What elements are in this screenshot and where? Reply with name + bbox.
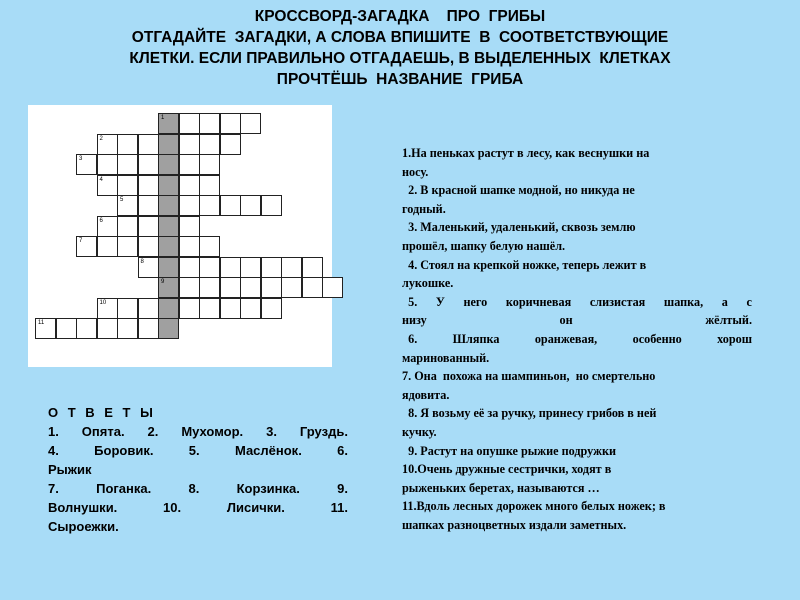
clue-text: ядовита. — [402, 387, 450, 402]
answers-header: О Т В Е Т Ы — [48, 405, 156, 420]
clue-line — [402, 330, 752, 349]
clue-line — [402, 256, 752, 275]
clue-number: 5 — [120, 197, 124, 203]
clue-text: 3. Маленький, удаленький, сквозь землю — [402, 220, 636, 235]
crossword-cell[interactable] — [179, 134, 200, 155]
crossword-cell[interactable] — [240, 195, 261, 216]
clue-line — [402, 200, 752, 219]
crossword-cell[interactable] — [179, 257, 200, 278]
crossword-cell[interactable] — [220, 134, 241, 155]
crossword-cell[interactable] — [199, 257, 220, 278]
clue-line — [402, 460, 752, 479]
clue-word: шапка, — [663, 294, 704, 309]
clue-number: 7 — [79, 238, 83, 244]
clue-number: 10 — [99, 299, 107, 306]
crossword-cell[interactable] — [138, 175, 159, 196]
crossword-cell[interactable] — [97, 134, 118, 155]
clue-text: 4. Стоял на крепкой ножке, теперь лежит в — [402, 257, 647, 272]
crossword-cell[interactable] — [117, 175, 138, 196]
crossword-cell-highlighted[interactable] — [158, 134, 179, 155]
crossword-cell[interactable] — [117, 134, 138, 155]
crossword-cell[interactable] — [179, 113, 200, 134]
crossword-cell[interactable] — [117, 318, 138, 339]
crossword-cell[interactable] — [199, 134, 220, 155]
clue-number: 4 — [99, 176, 103, 183]
answer-word: Груздь. — [299, 424, 348, 439]
answer-word: 6. — [337, 443, 348, 458]
answer-word: Мухомор. — [181, 424, 244, 439]
title-line: КЛЕТКИ. ЕСЛИ ПРАВИЛЬНО ОТГАДАЕШЬ, В ВЫДЕЛЕННЫХ КЛЕТКАХ — [129, 50, 671, 67]
clue-line — [402, 349, 752, 368]
clue-line — [402, 311, 752, 330]
clue-word: низу — [402, 313, 427, 328]
answer-word: 7. — [48, 481, 59, 496]
answer-word: 10. — [163, 500, 182, 515]
clue-word: 5. — [402, 294, 418, 309]
clue-number: 2 — [99, 135, 103, 142]
clue-text: 8. Я возьму её за ручку, принесу грибов в ней — [402, 406, 657, 421]
crossword-cell[interactable] — [240, 113, 261, 134]
clue-line — [402, 386, 752, 405]
crossword-cell[interactable] — [220, 298, 241, 319]
crossword-cell[interactable] — [261, 277, 282, 298]
crossword-cell-highlighted[interactable] — [158, 195, 179, 216]
clue-text: шапках разноцветных издали заметных. — [402, 517, 627, 532]
answer-word: Опята. — [81, 424, 125, 439]
title-line: ОТГАДАЙТЕ ЗАГАДКИ, А СЛОВА ВПИШИТЕ В СООТВЕТСТВУЮЩИЕ — [131, 29, 669, 46]
crossword-cell[interactable] — [199, 195, 220, 216]
answer-word: Маслёнок. — [234, 443, 302, 458]
crossword-cell[interactable] — [220, 257, 241, 278]
answer-word: Лисички. — [226, 500, 285, 515]
clue-line — [402, 442, 752, 461]
clue-number: 11 — [38, 320, 45, 326]
crossword-cell[interactable] — [76, 154, 97, 175]
clue-number: 8 — [140, 258, 144, 265]
clue-line — [402, 479, 752, 498]
clue-text: 1.На пеньках растут в лесу, как веснушки на — [402, 146, 650, 160]
crossword-cell-highlighted[interactable] — [158, 154, 179, 175]
clue-word: У — [435, 294, 445, 309]
clue-word: он — [559, 313, 573, 328]
crossword-cell-highlighted[interactable] — [158, 257, 179, 278]
clue-word: оранжевая, — [534, 331, 598, 346]
crossword-cell[interactable] — [179, 175, 200, 196]
crossword-cell[interactable] — [261, 257, 282, 278]
crossword-cell[interactable] — [261, 298, 282, 319]
crossword-cell[interactable] — [179, 154, 200, 175]
clue-number: 3 — [79, 156, 83, 162]
answer-word: 2. — [147, 424, 159, 439]
clue-text: 10.Очень дружные сестрички, ходят в — [402, 462, 612, 477]
clue-line — [402, 516, 752, 535]
crossword-cell[interactable] — [240, 298, 261, 319]
crossword-cell[interactable] — [199, 154, 220, 175]
crossword-cell-highlighted[interactable] — [158, 236, 179, 257]
crossword-cell[interactable] — [97, 154, 118, 175]
answer-line — [48, 517, 348, 536]
crossword-cell[interactable] — [76, 318, 97, 339]
crossword-cell-highlighted[interactable] — [158, 113, 179, 134]
clue-text: носу. — [402, 164, 429, 179]
clue-text: кучку. — [402, 424, 437, 439]
clue-line — [402, 423, 752, 442]
crossword-cell[interactable] — [35, 318, 56, 339]
crossword-cell[interactable] — [281, 277, 302, 298]
crossword-cell[interactable] — [220, 195, 241, 216]
answers-list — [48, 422, 348, 536]
answer-word: 5. — [188, 443, 200, 458]
crossword-cell[interactable] — [138, 298, 159, 319]
answer-word: 9. — [337, 481, 348, 496]
answer-line — [48, 498, 348, 517]
title-line: КРОССВОРД-ЗАГАДКА ПРО ГРИБЫ — [254, 8, 546, 25]
crossword-cell[interactable] — [179, 298, 200, 319]
crossword-cell[interactable] — [138, 257, 159, 278]
clue-word: коричневая — [505, 294, 572, 309]
crossword-cell[interactable] — [56, 318, 77, 339]
clue-text: рыженьких беретах, называются … — [402, 480, 600, 495]
title-line: ПРОЧТЁШЬ НАЗВАНИЕ ГРИБА — [276, 71, 524, 88]
answer-word: 8. — [188, 481, 200, 496]
answer-word: 11. — [330, 500, 348, 515]
clue-word: особенно — [632, 331, 682, 346]
clue-line — [402, 274, 752, 293]
crossword-cell[interactable] — [97, 175, 118, 196]
answer-word: Корзинка. — [236, 481, 300, 496]
clue-word: слизистая — [589, 294, 646, 309]
crossword-cell[interactable] — [199, 236, 220, 257]
crossword-cell[interactable] — [138, 195, 159, 216]
answer-line — [48, 460, 348, 479]
answer-word: Рыжик — [48, 462, 92, 477]
crossword-cell[interactable] — [302, 257, 323, 278]
clue-text: 11.Вдоль лесных дорожек много белых ножек; в — [402, 499, 666, 514]
clue-line — [402, 367, 752, 386]
crossword-cell[interactable] — [138, 134, 159, 155]
clue-number: 6 — [99, 217, 103, 224]
crossword-cell-highlighted[interactable] — [158, 298, 179, 319]
clue-number: 9 — [161, 279, 165, 285]
clue-word: а — [721, 294, 728, 309]
crossword-cell[interactable] — [302, 277, 323, 298]
crossword-cell[interactable] — [138, 236, 159, 257]
clue-word: хорош — [717, 331, 752, 346]
clue-line — [402, 497, 752, 516]
clue-word: жёлтый. — [705, 313, 752, 328]
crossword-cell[interactable] — [220, 113, 241, 134]
clue-word: 6. — [402, 331, 418, 346]
clue-text: маринованный. — [402, 350, 490, 365]
crossword-cell[interactable] — [179, 216, 200, 237]
crossword-cell[interactable] — [179, 277, 200, 298]
crossword-cell[interactable] — [199, 113, 220, 134]
crossword-cell-highlighted[interactable] — [158, 175, 179, 196]
clue-text: прошёл, шапку белую нашёл. — [402, 238, 566, 253]
answer-line — [48, 479, 348, 498]
crossword-cell[interactable] — [138, 216, 159, 237]
crossword-cell-highlighted[interactable] — [158, 216, 179, 237]
crossword-cell[interactable] — [179, 236, 200, 257]
answer-word: Поганка. — [96, 481, 152, 496]
crossword-grid — [28, 105, 332, 367]
title — [0, 6, 800, 90]
clue-number: 1 — [161, 115, 165, 121]
crossword-panel — [28, 105, 332, 367]
crossword-cell[interactable] — [199, 298, 220, 319]
clue-text: 9. Растут на опушке рыжие подружки — [402, 443, 616, 458]
clue-line — [402, 293, 752, 312]
crossword-cell[interactable] — [179, 195, 200, 216]
clues-block — [402, 144, 752, 534]
clue-text: 2. В красной шапке модной, но никуда не — [402, 183, 635, 198]
crossword-cell[interactable] — [117, 195, 138, 216]
clue-text: годный. — [402, 201, 446, 216]
crossword-cell[interactable] — [261, 195, 282, 216]
crossword-cell-highlighted[interactable] — [158, 318, 179, 339]
crossword-cell[interactable] — [240, 257, 261, 278]
answer-word: 1. — [48, 424, 59, 439]
crossword-cell[interactable] — [117, 154, 138, 175]
answer-word: 4. — [48, 443, 59, 458]
clue-line — [402, 181, 752, 200]
crossword-cell[interactable] — [97, 236, 118, 257]
crossword-cell[interactable] — [97, 216, 118, 237]
answers-block — [48, 403, 348, 536]
crossword-cell[interactable] — [117, 216, 138, 237]
crossword-cell[interactable] — [97, 298, 118, 319]
clue-word: с — [746, 294, 752, 309]
crossword-cell[interactable] — [138, 154, 159, 175]
clue-word: Шляпка — [452, 331, 500, 346]
crossword-cell[interactable] — [220, 277, 241, 298]
clue-word: него — [463, 294, 488, 309]
crossword-cell[interactable] — [322, 277, 343, 298]
answer-word: Сыроежки. — [48, 519, 119, 534]
crossword-cell[interactable] — [138, 318, 159, 339]
crossword-cell[interactable] — [117, 236, 138, 257]
clue-line — [402, 237, 752, 256]
answer-line — [48, 441, 348, 460]
crossword-cell-highlighted[interactable] — [158, 277, 179, 298]
clue-line — [402, 218, 752, 237]
answer-word: Волнушки. — [48, 500, 118, 515]
clue-line — [402, 144, 752, 163]
clue-text: 7. Она похожа на шампиньон, но смертельно — [402, 369, 656, 384]
answer-word: Боровик. — [94, 443, 154, 458]
clue-line — [402, 404, 752, 423]
crossword-cell[interactable] — [117, 298, 138, 319]
answer-line — [48, 422, 348, 441]
crossword-cell[interactable] — [97, 318, 118, 339]
answer-word: 3. — [266, 424, 277, 439]
clue-line — [402, 163, 752, 182]
crossword-cell[interactable] — [76, 236, 97, 257]
crossword-cell[interactable] — [199, 277, 220, 298]
crossword-cell[interactable] — [199, 175, 220, 196]
crossword-cell[interactable] — [281, 257, 302, 278]
clue-text: лукошке. — [402, 276, 454, 291]
crossword-cell[interactable] — [240, 277, 261, 298]
